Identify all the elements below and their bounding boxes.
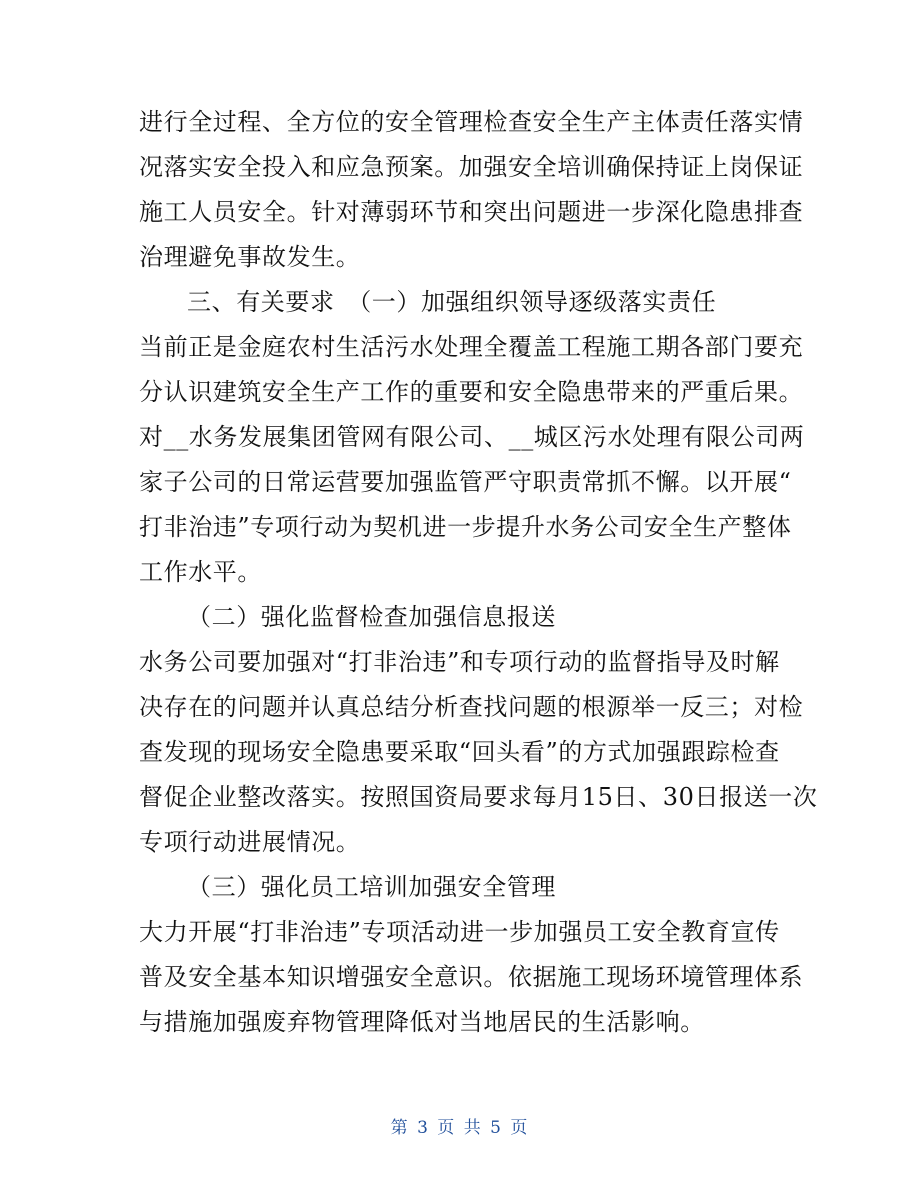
body-line: 专项行动进展情况。 bbox=[139, 828, 361, 856]
body-line: 水务公司要加强对“打非治违”和专项行动的监督指导及时解 bbox=[139, 648, 780, 676]
body-line: 进行全过程、全方位的安全管理检查安全生产主体责任落实情 bbox=[139, 108, 804, 136]
body-line: 治理避免事故发生。 bbox=[139, 243, 361, 271]
document-body bbox=[139, 100, 818, 1045]
body-line: 当前正是金庭农村生活污水处理全覆盖工程施工期各部门要充 bbox=[139, 333, 804, 361]
body-line: 对__水务发展集团管网有限公司、__城区污水处理有限公司两 bbox=[139, 423, 805, 451]
subsection-heading: （二）强化监督检查加强信息报送 bbox=[187, 603, 556, 631]
body-line: 决存在的问题并认真总结分析查找问题的根源举一反三；对检 bbox=[139, 693, 804, 721]
body-line: 查发现的现场安全隐患要采取“回头看”的方式加强跟踪检查 bbox=[139, 738, 780, 766]
body-line: 况落实安全投入和应急预案。加强安全培训确保持证上岗保证 bbox=[139, 153, 804, 181]
body-line: 大力开展“打非治违”专项活动进一步加强员工安全教育宣传 bbox=[139, 918, 780, 946]
page-number-footer: 第 3 页 共 5 页 bbox=[390, 1118, 530, 1138]
body-line: 与措施加强废弃物管理降低对当地居民的生活影响。 bbox=[139, 1008, 705, 1036]
body-line: 施工人员安全。针对薄弱环节和突出问题进一步深化隐患排查 bbox=[139, 198, 804, 226]
body-line: 工作水平。 bbox=[139, 558, 262, 586]
body-line: 督促企业整改落实。按照国资局要求每月15日、30日报送一次 bbox=[139, 783, 818, 811]
body-line: 分认识建筑安全生产工作的重要和安全隐患带来的严重后果。 bbox=[139, 378, 804, 406]
body-line: 普及安全基本知识增强安全意识。依据施工现场环境管理体系 bbox=[139, 963, 804, 991]
body-line: 打非治违”专项行动为契机进一步提升水务公司安全生产整体 bbox=[139, 513, 792, 541]
body-line: 家子公司的日常运营要加强监管严守职责常抓不懈。以开展“ bbox=[139, 468, 792, 496]
subsection-heading: （三）强化员工培训加强安全管理 bbox=[187, 873, 556, 901]
section-heading: 三、有关要求 （一）加强组织领导逐级落实责任 bbox=[187, 288, 717, 316]
